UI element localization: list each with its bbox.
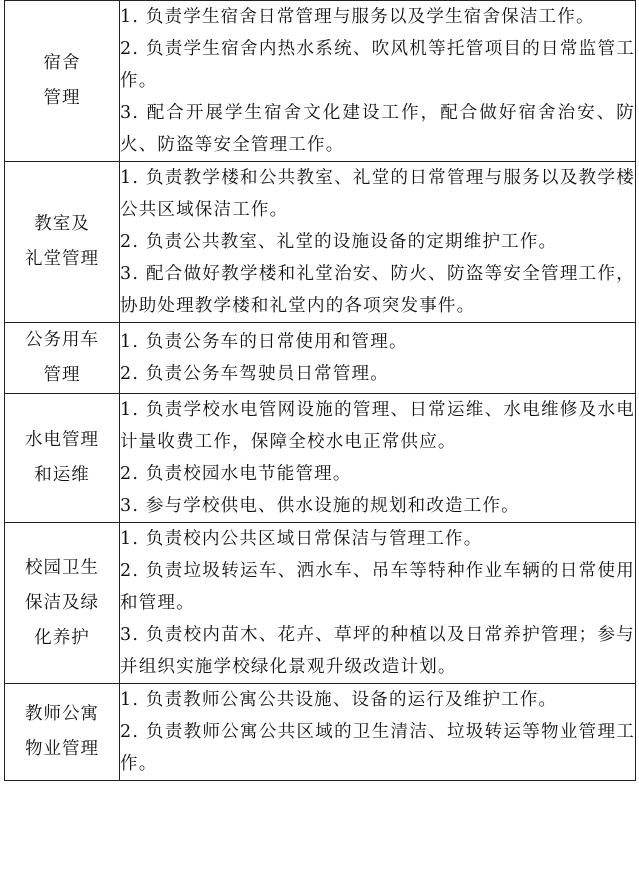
category-cell	[5, 323, 120, 394]
duties-cell	[120, 523, 636, 684]
duty-item: 3. 配合做好教学楼和礼堂治安、防火、防盗等安全管理工作，协助处理教学楼和礼堂内的各项突发事件。	[120, 264, 635, 316]
duty-item: 1. 负责学生宿舍日常管理与服务以及学生宿舍保洁工作。	[120, 7, 595, 27]
table-row	[5, 323, 636, 394]
table-row	[5, 162, 636, 323]
duty-item: 1. 负责学校水电管网设施的管理、日常运维、水电维修及水电计量收费工作，保障全校水电正常供应。	[120, 400, 635, 452]
category-label: 水电管理 和运维	[25, 430, 99, 485]
duties-cell	[120, 394, 636, 523]
category-label: 校园卫生 保洁及绿 化养护	[25, 557, 99, 648]
duty-item: 2. 负责垃圾转运车、洒水车、吊车等特种作业车辆的日常使用和管理。	[120, 561, 635, 613]
duty-item: 1. 负责教学楼和公共教室、礼堂的日常管理与服务以及教学楼公共区域保洁工作。	[120, 168, 635, 220]
category-cell	[5, 162, 120, 323]
category-label: 宿舍 管理	[43, 53, 81, 108]
duty-item: 2. 负责教师公寓公共区域的卫生清洁、垃圾转运等物业管理工作。	[120, 722, 635, 774]
responsibilities-table	[4, 0, 636, 781]
duty-item: 2. 负责公共教室、礼堂的设施设备的定期维护工作。	[120, 232, 558, 252]
category-cell	[5, 1, 120, 162]
duty-item: 2. 负责公务车驾驶员日常管理。	[120, 364, 389, 384]
category-cell	[5, 523, 120, 684]
category-cell	[5, 394, 120, 523]
duty-item: 1. 负责校内公共区域日常保洁与管理工作。	[120, 529, 483, 549]
duty-item: 1. 负责公务车的日常使用和管理。	[120, 332, 408, 352]
category-cell	[5, 684, 120, 781]
duty-item: 2. 负责学生宿舍内热水系统、吹风机等托管项目的日常监管工作。	[120, 39, 635, 91]
duty-item: 2. 负责校园水电节能管理。	[120, 464, 352, 484]
duties-cell	[120, 1, 636, 162]
duties-cell	[120, 323, 636, 394]
table-row	[5, 1, 636, 162]
category-label: 教师公寓 物业管理	[25, 704, 99, 759]
duties-cell	[120, 684, 636, 781]
category-label: 教室及 礼堂管理	[25, 214, 99, 269]
duty-item: 3. 参与学校供电、供水设施的规划和改造工作。	[120, 496, 520, 516]
duty-item: 1. 负责教师公寓公共设施、设备的运行及维护工作。	[120, 690, 558, 710]
duty-item: 3. 配合开展学生宿舍文化建设工作，配合做好宿舍治安、防火、防盗等安全管理工作。	[120, 103, 635, 155]
table-row	[5, 684, 636, 781]
duty-item: 3. 负责校内苗木、花卉、草坪的种植以及日常养护管理；参与并组织实施学校绿化景观升级改造计划。	[120, 625, 635, 677]
table-row	[5, 523, 636, 684]
category-label: 公务用车 管理	[25, 330, 99, 385]
table-row	[5, 394, 636, 523]
duties-cell	[120, 162, 636, 323]
